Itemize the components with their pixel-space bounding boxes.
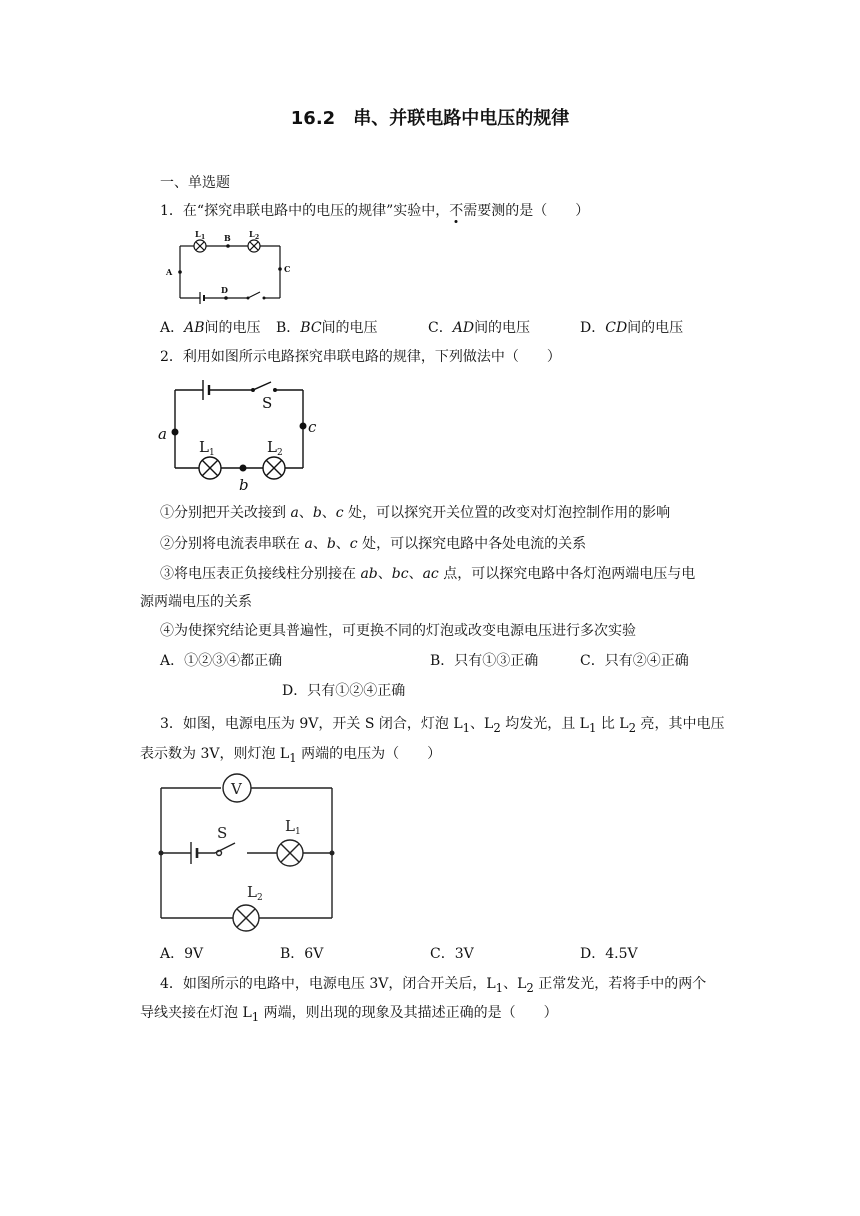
q1-label-l1: L bbox=[195, 229, 201, 239]
q1-stem: 1．在“探究串联电路中的电压的规律”实验中，不需要测的是（ ） bbox=[160, 203, 590, 219]
q3-label-l2: L bbox=[247, 883, 257, 901]
q3-circuit-diagram bbox=[155, 772, 340, 937]
q2-statement-3-cont: 源两端电压的关系 bbox=[140, 594, 252, 610]
q2-statement-2: ②分别将电流表串联在 a、b、c 处，可以探究电路中各处电流的关系 bbox=[160, 536, 587, 552]
q1-label-a: A bbox=[166, 267, 173, 277]
svg-text:1: 1 bbox=[295, 827, 301, 837]
q1-label-b: B bbox=[224, 233, 231, 243]
q3-option-b[interactable]: B．6V bbox=[280, 946, 324, 962]
q2-statement-4: ④为使探究结论更具普遍性，可更换不同的灯泡或改变电源电压进行多次实验 bbox=[160, 623, 636, 639]
q2-option-d[interactable]: D．只有①②④正确 bbox=[282, 683, 406, 699]
q3-stem-line2: 表示数为 3V，则灯泡 $L_1$ 两端的电压为（ ） bbox=[140, 746, 442, 765]
q2-label-a: a bbox=[158, 425, 167, 443]
q2-label-l2: L bbox=[267, 438, 277, 456]
q3-voltmeter-label: V bbox=[231, 780, 242, 798]
q3-option-a[interactable]: A．9V bbox=[160, 946, 204, 962]
svg-text:1: 1 bbox=[209, 448, 215, 458]
page-title: 16.2 串、并联电路中电压的规律 bbox=[290, 108, 570, 129]
q3-label-s: S bbox=[217, 824, 228, 842]
q2-statement-1: ①分别把开关改接到 a、b、c 处，可以探究开关位置的改变对灯泡控制作用的影响 bbox=[160, 505, 671, 521]
q2-option-b[interactable]: B．只有①③正确 bbox=[430, 653, 539, 669]
q1-label-c: C bbox=[284, 264, 291, 274]
q3-option-d[interactable]: D．4.5V bbox=[580, 946, 638, 962]
q2-label-s: S bbox=[262, 394, 273, 412]
q3-label-l1: L bbox=[285, 817, 295, 835]
q1-option-a[interactable]: A．AB间的电压 bbox=[160, 320, 261, 336]
section-heading: 一、单选题 bbox=[160, 175, 230, 191]
q1-option-c[interactable]: C．AD间的电压 bbox=[428, 320, 531, 336]
q4-stem-line2: 导线夹接在灯泡 $L_1$ 两端，则出现的现象及其描述正确的是（ ） bbox=[140, 1005, 558, 1024]
q3-option-c[interactable]: C．3V bbox=[430, 946, 474, 962]
q2-stem: 2．利用如图所示电路探究串联电路的规律，下列做法中（ ） bbox=[160, 349, 561, 365]
q1-emphasis: 不 bbox=[449, 203, 464, 219]
q2-label-b: b bbox=[239, 476, 249, 494]
q1-option-d[interactable]: D．CD间的电压 bbox=[580, 320, 684, 336]
q1-label-l2: L bbox=[249, 229, 255, 239]
q2-option-c[interactable]: C．只有②④正确 bbox=[580, 653, 689, 669]
q1-option-b[interactable]: B．BC间的电压 bbox=[276, 320, 378, 336]
svg-text:1: 1 bbox=[201, 234, 206, 241]
svg-text:2: 2 bbox=[277, 448, 283, 458]
q2-label-c: c bbox=[308, 418, 317, 436]
q2-statement-3: ③将电压表正负接线柱分别接在 ab、bc、ac 点，可以探究电路中各灯泡两端电压与电 bbox=[160, 566, 696, 582]
q2-circuit-diagram bbox=[155, 372, 330, 494]
q1-label-d: D bbox=[221, 285, 228, 295]
svg-text:2: 2 bbox=[255, 234, 260, 241]
q2-label-l1: L bbox=[199, 438, 209, 456]
q3-stem-line1: 3．如图，电源电压为 9V，开关 S 闭合，灯泡 $L_1$、$L_2$ 均发光，且 $L_1$ 比 $L_2$ 亮，其中电压 bbox=[160, 716, 725, 735]
q1-circuit-diagram bbox=[160, 226, 300, 306]
q4-stem-line1: 4．如图所示的电路中，电源电压 3V，闭合开关后，$L_1$、$L_2$ 正常发光，若将手中的两个 bbox=[160, 976, 707, 995]
svg-text:2: 2 bbox=[257, 893, 263, 903]
q2-option-a[interactable]: A．①②③④都正确 bbox=[160, 653, 283, 669]
